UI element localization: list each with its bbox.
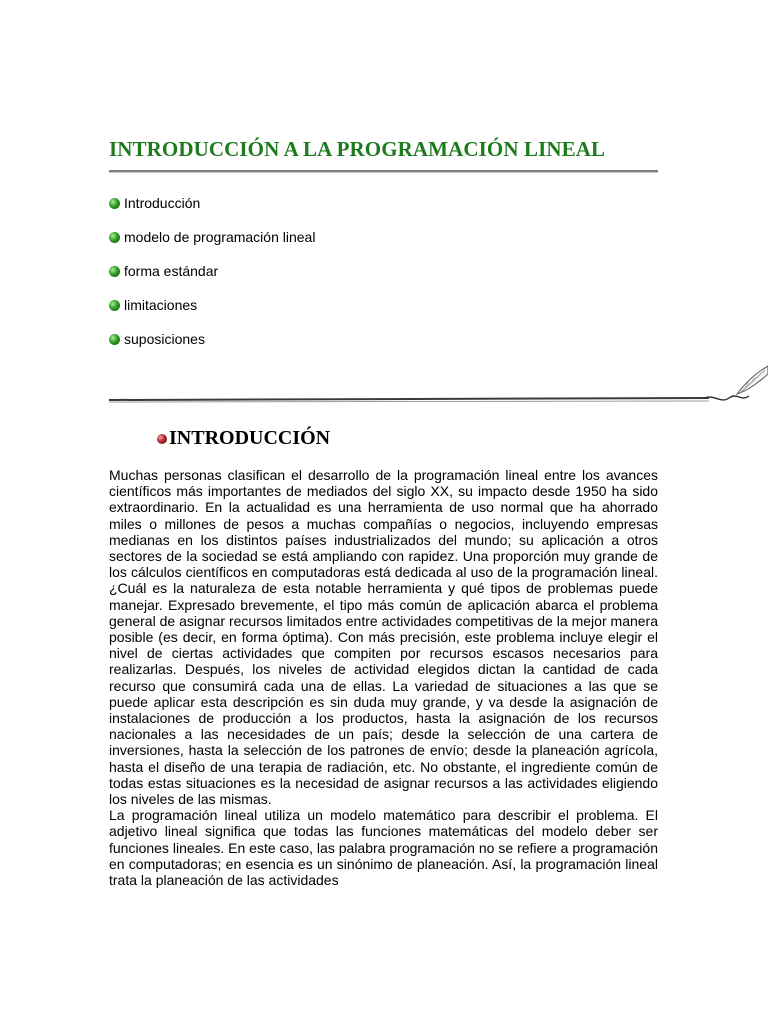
page-title: INTRODUCCIÓN A LA PROGRAMACIÓN LINEAL	[109, 137, 606, 161]
green-ball-icon	[109, 232, 120, 243]
toc-item-introduccion[interactable]	[109, 193, 315, 227]
toc-link-introduccion[interactable]: Introducción	[124, 195, 201, 211]
green-ball-icon	[109, 300, 120, 311]
red-ball-icon	[157, 434, 167, 444]
quill-feather-icon	[737, 366, 768, 394]
toc-link-limitaciones[interactable]: limitaciones	[124, 297, 198, 313]
toc-item-modelo[interactable]	[109, 227, 315, 261]
toc-link-modelo[interactable]: modelo de programación lineal	[124, 229, 316, 245]
section-heading-introduccion	[157, 427, 330, 450]
toc-link-forma-estandar[interactable]: forma estándar	[124, 263, 219, 279]
body-text	[109, 467, 658, 888]
paragraph-2: La programación lineal utiliza un modelo matemático para describir el problema. El adjetivo lineal significa que todas las funciones matemáticas del modelo deber ser funciones lineales. En este caso, las palabra programación no se refiere a programación en computadoras; en esencia es un sinónimo de planeación. Así, la programación lineal trata la planeación de las actividades	[109, 807, 658, 889]
toc-item-forma-estandar[interactable]	[109, 261, 315, 295]
green-ball-icon	[109, 334, 120, 345]
quill-divider	[109, 360, 768, 408]
toc-item-suposiciones[interactable]	[109, 329, 315, 363]
toc-link-suposiciones[interactable]: suposiciones	[124, 331, 205, 347]
table-of-contents	[109, 193, 315, 363]
section-heading-text: INTRODUCCIÓN	[169, 427, 331, 449]
title-divider	[109, 170, 658, 173]
paragraph-1: Muchas personas clasifican el desarrollo de la programación lineal entre los avances científicos más importantes de mediados del siglo XX, su impacto desde 1950 ha sido extraordinario. En la actualidad es una herramienta de uso normal que ha ahorrado miles o millones de pesos a muchas compañías o negocios, incluyendo empresas medianas en los distintos países industrializados del mundo; su aplicación a otros sectores de la sociedad se está ampliando con rapidez. Una proporción muy grande de los cálculos científicos en computadoras está dedicada al uso de la programación lineal. ¿Cuál es la naturaleza de esta notable herramienta y qué tipos de problemas puede manejar. Expresado brevemente, el tipo más común de aplicación abarca el problema general de asignar recursos limitados entre actividades competitivas de la mejor manera posible (es decir, en forma óptima). Con más precisión, este problema incluye elegir el nivel de ciertas actividades que compiten por recursos escasos necesarios para realizarlas. Después, los niveles de actividad elegidos dictan la cantidad de cada recurso que consumirá cada una de ellas. La variedad de situaciones a las que se puede aplicar esta descripción es sin duda muy grande, y va desde la asignación de instalaciones de producción a los productos, hasta la asignación de los recursos nacionales a las necesidades de un país; desde la selección de una cartera de inversiones, hasta la selección de los patrones de envío; desde la planeación agrícola, hasta el diseño de una terapia de radiación, etc. No obstante, el ingrediente común de todas estas situaciones es la necesidad de asignar recursos a las actividades eligiendo los niveles de las mismas.	[109, 467, 658, 808]
green-ball-icon	[109, 198, 120, 209]
green-ball-icon	[109, 266, 120, 277]
toc-item-limitaciones[interactable]	[109, 295, 315, 329]
